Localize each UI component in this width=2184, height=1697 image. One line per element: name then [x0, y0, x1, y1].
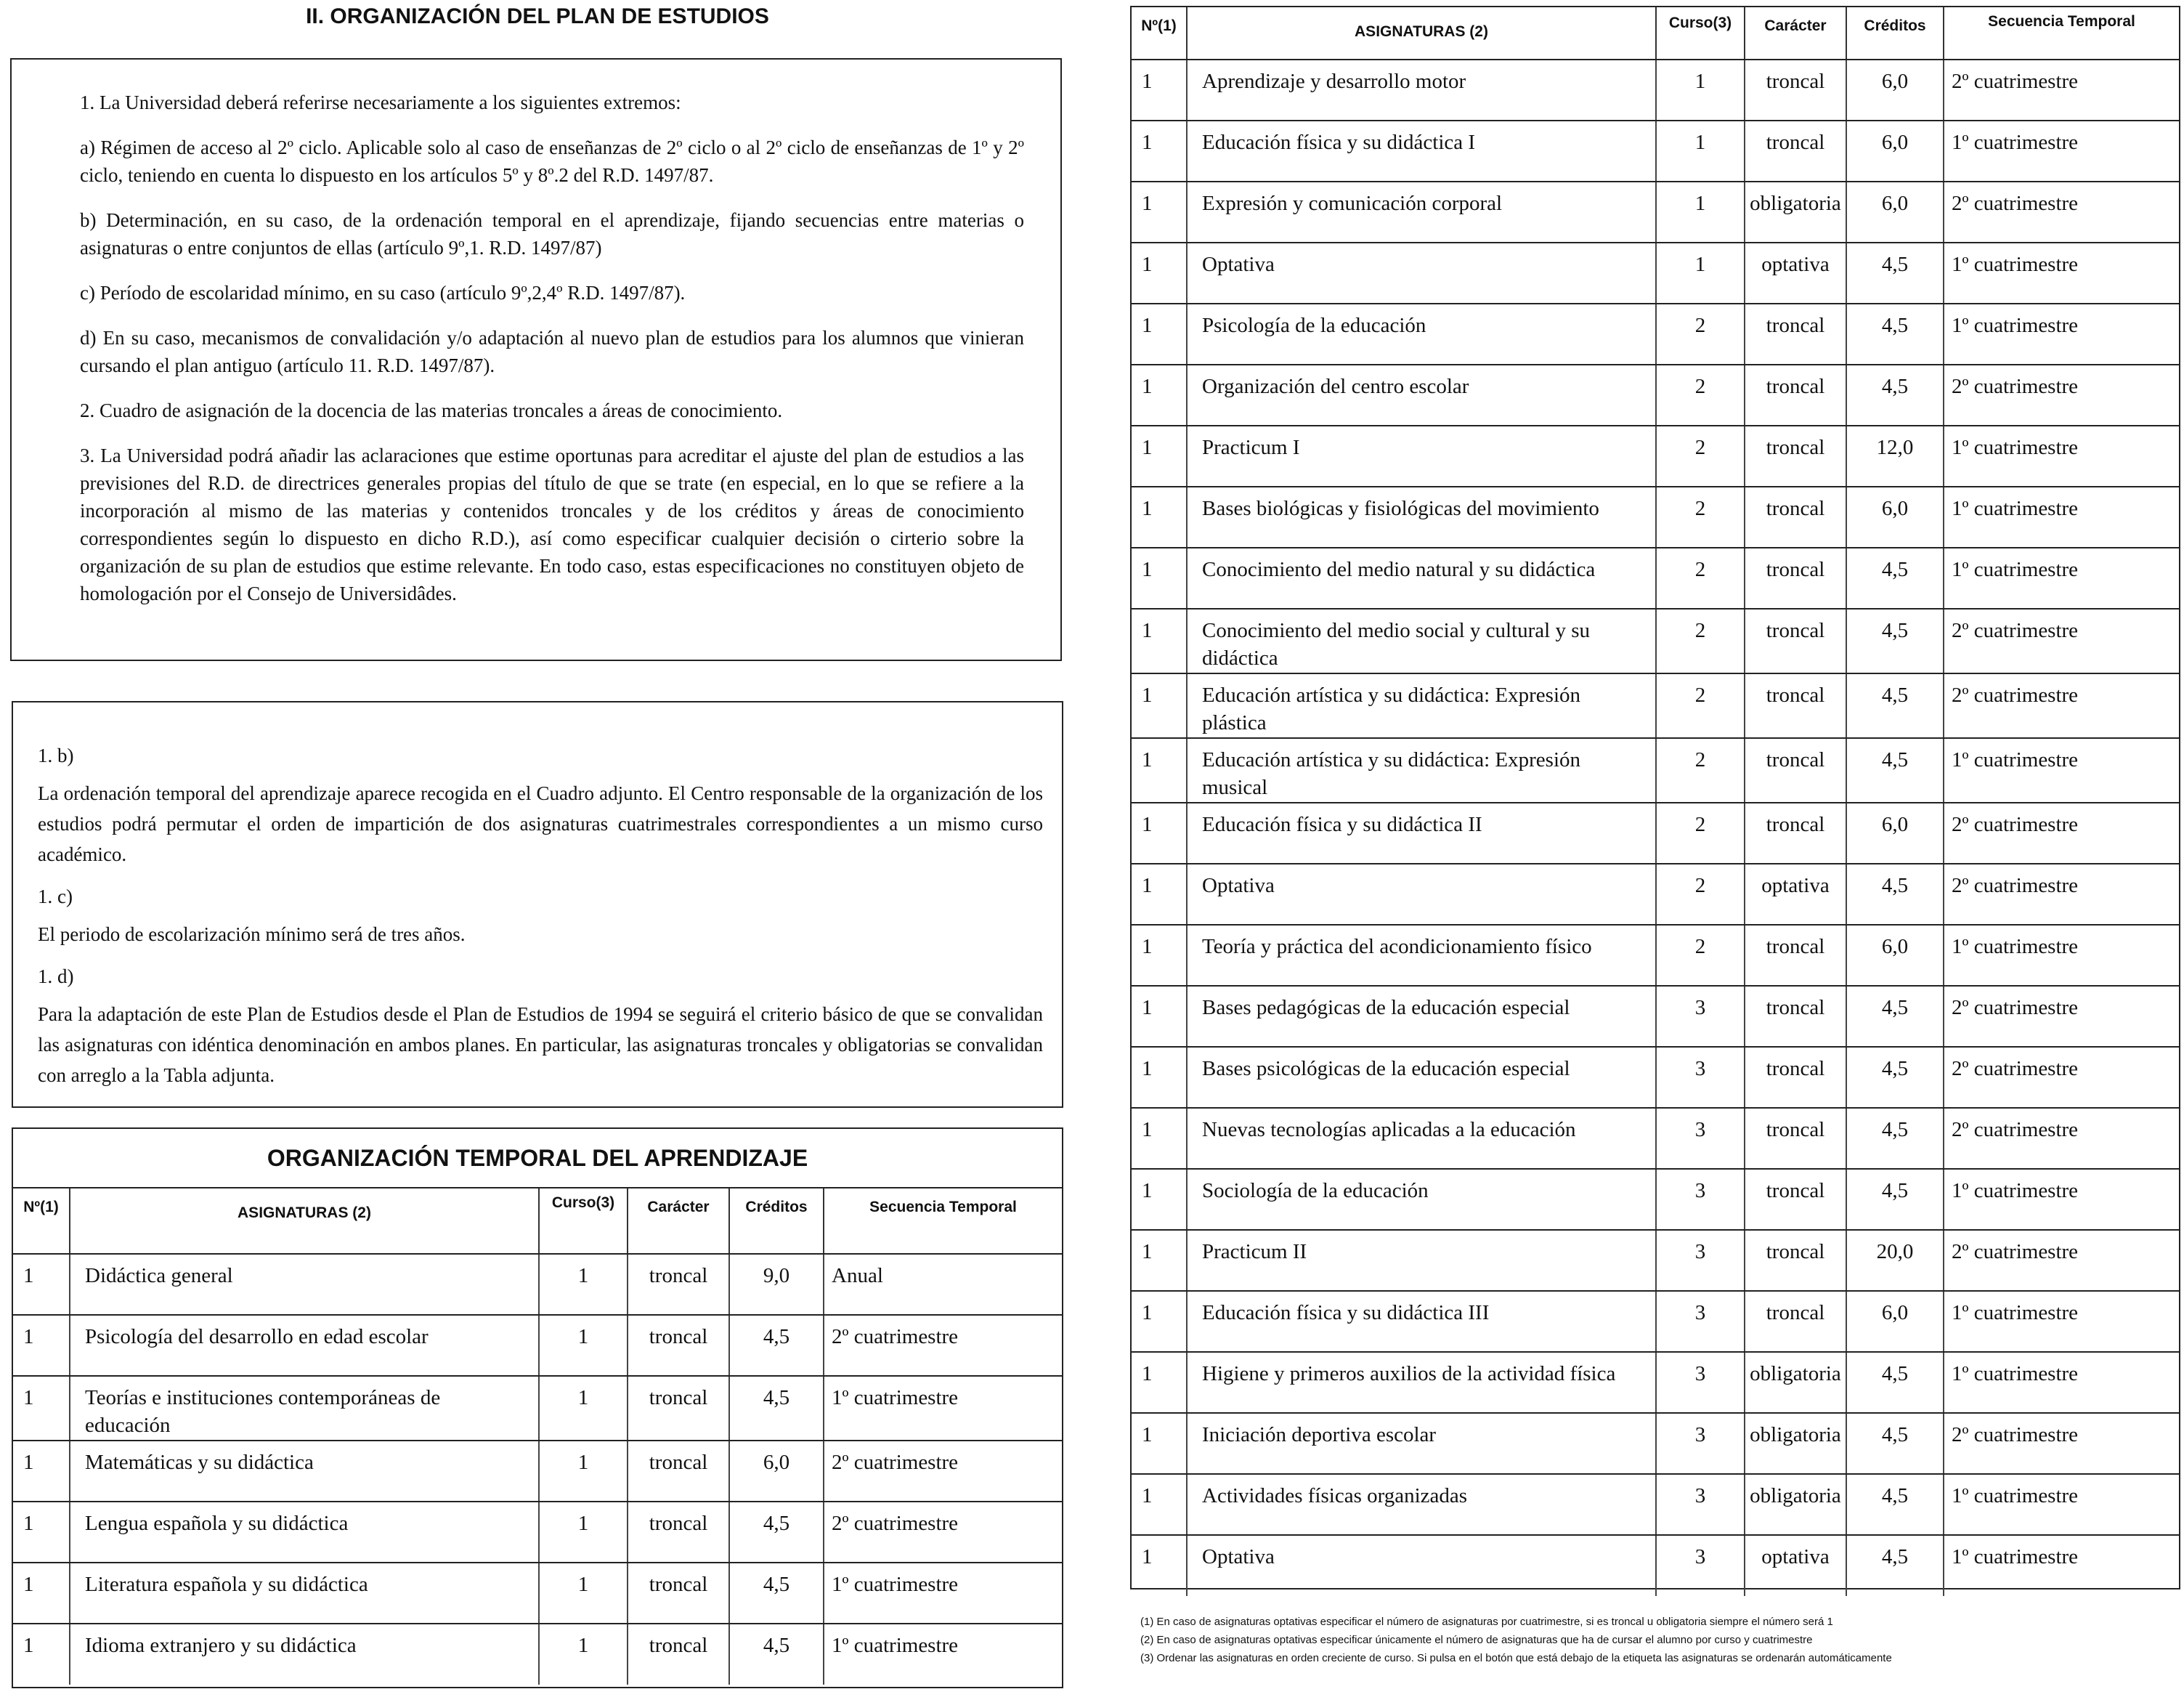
sequence-cell: 2º cuatrimestre	[1944, 365, 2179, 426]
table-row	[13, 1502, 1062, 1563]
course-cell: 1	[1656, 243, 1745, 304]
course-cell: 1	[539, 1441, 628, 1502]
credits-cell: 12,0	[1846, 426, 1944, 487]
subject-cell: Aprendizaje y desarrollo motor	[1187, 60, 1656, 121]
credits-cell: 4,5	[1846, 609, 1944, 673]
sequence-cell: 2º cuatrimestre	[824, 1441, 1062, 1502]
sequence-cell: 2º cuatrimestre	[1944, 1230, 2179, 1291]
col-subject: ASIGNATURAS (2)	[70, 1188, 539, 1254]
credits-cell: 4,5	[1846, 986, 1944, 1047]
footnote-2: (2) En caso de asignaturas optativas especificar únicamente el número de asignaturas que ha de cursar el alumno por curso y cuatrimestre	[1140, 1634, 1813, 1646]
course-cell: 1	[1656, 60, 1745, 121]
table-row	[13, 1624, 1062, 1685]
credits-cell: 4,5	[1846, 864, 1944, 925]
sequence-cell: 2º cuatrimestre	[1944, 60, 2179, 121]
table-row	[13, 1315, 1062, 1376]
table-row	[1132, 1291, 2179, 1352]
character-cell: troncal	[1745, 548, 1846, 609]
credits-cell: 6,0	[1846, 803, 1944, 864]
table-row	[1132, 365, 2179, 426]
sequence-cell: 1º cuatrimestre	[1952, 1545, 2079, 1568]
sequence-cell: 2º cuatrimestre	[1944, 1413, 2179, 1474]
table-row	[13, 1254, 1062, 1315]
instruction-3: 3. La Universidad podrá añadir las aclaraciones que estime oportunas para acreditar el ajuste del plan de estudios a las previsiones del R.D. de directrices generales propias del título de que se trate (en especial, en lo que se refiere a la incorporación al mismo de las materias y contenidos troncales y de los créditos y áreas de conocimiento correspondientes según lo dispuesto en dicho R.D.), así como especificar cualquier decisión o cirterio sobre la organización de su plan de estudios que estime relevante. En todo caso, estas especificaciones no constituyen objeto de homologación por el Consejo de Universidâdes.	[80, 445, 1024, 604]
character-cell: obligatoria	[1745, 1413, 1846, 1474]
sequence-cell: 1º cuatrimestre	[824, 1376, 1062, 1441]
credits-cell: 4,5	[1846, 365, 1944, 426]
character-cell: optativa	[1745, 864, 1846, 925]
table-row	[13, 1376, 1062, 1441]
subject-cell: Psicología del desarrollo en edad escolar	[70, 1315, 539, 1376]
subject-cell: Iniciación deportiva escolar	[1187, 1413, 1656, 1474]
character-cell: troncal	[1745, 738, 1846, 803]
sequence-cell: 1º cuatrimestre	[1944, 1352, 2179, 1413]
credits-cell: 6,0	[729, 1441, 824, 1502]
sequence-cell: 2º cuatrimestre	[824, 1315, 1062, 1376]
table-row	[1132, 487, 2179, 548]
table-row	[1132, 1535, 2179, 1596]
course-cell: 3	[1656, 1230, 1745, 1291]
subject-cell: Matemáticas y su didáctica	[70, 1441, 539, 1502]
credits-cell: 4,5	[1846, 673, 1944, 738]
course-cell: 2	[1656, 864, 1745, 925]
course-cell: 2	[1656, 487, 1745, 548]
table-row	[1132, 673, 2179, 738]
row-number: 1	[1132, 986, 1187, 1047]
answer-d-label: 1. d)	[38, 965, 74, 987]
row-number: 1	[1132, 182, 1187, 243]
course-cell: 1	[539, 1376, 628, 1441]
sequence-cell: 2º cuatrimestre	[1944, 803, 2179, 864]
sequence-cell: 1º cuatrimestre	[1944, 121, 2179, 182]
row-number: 1	[1132, 1169, 1187, 1230]
table-row	[1132, 1352, 2179, 1413]
row-number: 1	[1132, 365, 1187, 426]
sequence-cell: 2º cuatrimestre	[1944, 609, 2179, 673]
course-cell: 2	[1656, 803, 1745, 864]
sequence-cell: 2º cuatrimestre	[1944, 864, 2179, 925]
credits-cell: 20,0	[1846, 1230, 1944, 1291]
row-number: 1	[13, 1441, 70, 1502]
credits-cell: 4,5	[729, 1563, 824, 1624]
row-number: 1	[13, 1563, 70, 1624]
answer-c-label: 1. c)	[38, 886, 73, 907]
table-row	[1132, 1413, 2179, 1474]
sequence-cell: 1º cuatrimestre	[1944, 1291, 2179, 1352]
table-row	[1132, 426, 2179, 487]
credits-cell: 4,5	[1846, 243, 1944, 304]
credits-cell: 4,5	[1846, 1474, 1944, 1535]
character-cell: obligatoria	[1745, 182, 1846, 243]
character-cell: troncal	[1745, 304, 1846, 365]
table-row	[1132, 60, 2179, 121]
sequence-cell: 1º cuatrimestre	[1944, 738, 2179, 803]
answer-b-text: La ordenación temporal del aprendizaje aparece recogida en el Cuadro adjunto. El Centro responsable de la organización de los estudios podrá permutar el orden de impartición de dos asignaturas cuatrimestrales correspondientes a un mismo curso académico.	[38, 782, 1043, 865]
instruction-2: 2. Cuadro de asignación de la docencia de las materias troncales a áreas de conocimiento.	[80, 400, 783, 421]
answers-box	[12, 701, 1063, 1108]
credits-cell: 4,5	[1846, 1108, 1944, 1169]
character-cell: troncal	[628, 1376, 729, 1441]
left-plan-table	[12, 1127, 1063, 1688]
col-credits: Créditos	[729, 1188, 824, 1254]
subject-cell: Organización del centro escolar	[1187, 365, 1656, 426]
course-cell: 2	[1656, 304, 1745, 365]
course-cell: 3	[1656, 1535, 1745, 1596]
col-subject: ASIGNATURAS (2)	[1187, 7, 1656, 60]
character-cell: troncal	[1745, 673, 1846, 738]
col-character: Carácter	[628, 1188, 729, 1254]
row-number: 1	[13, 1624, 70, 1685]
credits-cell: 6,0	[1846, 121, 1944, 182]
row-number: 1	[1132, 803, 1187, 864]
sequence-cell: Anual	[824, 1254, 1062, 1315]
character-cell: troncal	[628, 1624, 729, 1685]
character-cell: troncal	[1745, 426, 1846, 487]
sequence-cell: 2º cuatrimestre	[1944, 986, 2179, 1047]
answer-c-text: El periodo de escolarización mínimo será de tres años.	[38, 923, 466, 945]
plan-table-right	[1132, 7, 2179, 1596]
course-cell: 3	[1656, 1352, 1745, 1413]
instruction-b: b) Determinación, en su caso, de la ordenación temporal en el aprendizaje, fijando secuencias entre materias o asignaturas o entre conjuntos de ellas (artículo 9º,1. R.D. 1497/87)	[80, 209, 1024, 259]
course-cell: 3	[1656, 1474, 1745, 1535]
row-number: 1	[1132, 426, 1187, 487]
course-cell: 1	[539, 1563, 628, 1624]
character-cell: troncal	[628, 1563, 729, 1624]
course-cell: 1	[539, 1502, 628, 1563]
course-cell: 3	[1656, 1413, 1745, 1474]
instruction-1: 1. La Universidad deberá referirse necesariamente a los siguientes extremos:	[80, 92, 681, 113]
course-cell: 1	[539, 1315, 628, 1376]
table-row	[1132, 986, 2179, 1047]
subject-cell: Educación artística y su didáctica: Expresión plástica	[1187, 673, 1656, 738]
character-cell: troncal	[1745, 1108, 1846, 1169]
col-course: Curso(3)	[1656, 7, 1745, 60]
credits-cell: 6,0	[1846, 1291, 1944, 1352]
table-row	[1132, 1474, 2179, 1535]
row-number: 1	[1132, 1474, 1187, 1535]
table-row	[1132, 1047, 2179, 1108]
subject-cell: Higiene y primeros auxilios de la actividad física	[1187, 1352, 1656, 1413]
col-no: Nº(1)	[13, 1188, 70, 1254]
course-cell: 2	[1656, 548, 1745, 609]
subject-cell: Actividades físicas organizadas	[1187, 1474, 1656, 1535]
table-row	[13, 1441, 1062, 1502]
table-row	[1132, 548, 2179, 609]
subject-cell: Conocimiento del medio natural y su didáctica	[1187, 548, 1656, 609]
row-number: 1	[1132, 1108, 1187, 1169]
sequence-cell: 1º cuatrimestre	[1944, 426, 2179, 487]
sequence-cell: 1º cuatrimestre	[1944, 925, 2179, 986]
course-cell: 1	[539, 1254, 628, 1315]
row-number: 1	[1132, 548, 1187, 609]
sequence-cell: 2º cuatrimestre	[1944, 1047, 2179, 1108]
col-character: Carácter	[1745, 7, 1846, 60]
table-row	[1132, 121, 2179, 182]
row-number: 1	[13, 1315, 70, 1376]
credits-cell: 6,0	[1846, 487, 1944, 548]
table-row	[1132, 1230, 2179, 1291]
credits-cell: 4,5	[1846, 1169, 1944, 1230]
character-cell: troncal	[1745, 986, 1846, 1047]
character-cell: troncal	[1745, 1169, 1846, 1230]
row-number: 1	[1132, 1230, 1187, 1291]
character-cell: obligatoria	[1745, 1474, 1846, 1535]
course-cell: 3	[1656, 1108, 1745, 1169]
row-number: 1	[1132, 864, 1187, 925]
credits-cell: 6,0	[1846, 60, 1944, 121]
sequence-cell: 1º cuatrimestre	[1944, 304, 2179, 365]
subject-cell: Practicum II	[1187, 1230, 1656, 1291]
subject-cell: Educación artística y su didáctica: Expresión musical	[1187, 738, 1656, 803]
section-heading: II. ORGANIZACIÓN DEL PLAN DE ESTUDIOS	[306, 4, 769, 28]
course-cell: 2	[1656, 673, 1745, 738]
table-row	[1132, 738, 2179, 803]
credits-cell: 9,0	[729, 1254, 824, 1315]
instruction-a: a) Régimen de acceso al 2º ciclo. Aplicable solo al caso de enseñanzas de 2º ciclo o al 2º ciclo de enseñanzas de 1º y 2º ciclo, teniendo en cuenta lo dispuesto en los artículos 5º y 8º.2 del R.D. 1497/87.	[80, 137, 1024, 186]
instructions-box	[10, 58, 1062, 661]
subject-cell: Optativa	[1187, 864, 1656, 925]
credits-cell: 4,5	[1846, 1413, 1944, 1474]
table-row	[1132, 1169, 2179, 1230]
instruction-d: d) En su caso, mecanismos de convalidación y/o adaptación al nuevo plan de estudios para los alumnos que vinieran cursando el plan antiguo (artículo 11. R.D. 1497/87).	[80, 327, 1024, 376]
table-row	[1132, 864, 2179, 925]
row-number: 1	[1132, 1352, 1187, 1413]
footnote-3: (3) Ordenar las asignaturas en orden creciente de curso. Si pulsa en el botón que está debajo de la etiqueta las asignaturas se ordenarán automáticamente	[1140, 1652, 1892, 1664]
character-cell: troncal	[1745, 487, 1846, 548]
col-no: Nº(1)	[1132, 7, 1187, 60]
character-cell: troncal	[1745, 609, 1846, 673]
row-number: 1	[1132, 1535, 1187, 1596]
course-cell: 2	[1656, 609, 1745, 673]
row-number: 1	[1132, 1291, 1187, 1352]
right-plan-table	[1130, 6, 2180, 1589]
subject-cell: Optativa	[1187, 1535, 1656, 1596]
footnotes	[1140, 1613, 2172, 1667]
character-cell: troncal	[1745, 60, 1846, 121]
course-cell: 2	[1656, 925, 1745, 986]
row-number: 1	[13, 1502, 70, 1563]
row-number: 1	[1132, 487, 1187, 548]
sequence-cell: 1º cuatrimestre	[824, 1563, 1062, 1624]
table-title: ORGANIZACIÓN TEMPORAL DEL APRENDIZAJE	[13, 1129, 1062, 1188]
course-cell: 1	[1656, 182, 1745, 243]
subject-cell: Psicología de la educación	[1187, 304, 1656, 365]
subject-cell: Optativa	[1187, 243, 1656, 304]
character-cell: troncal	[628, 1441, 729, 1502]
character-cell: troncal	[628, 1502, 729, 1563]
credits-cell: 4,5	[729, 1376, 824, 1441]
row-number: 1	[1132, 673, 1187, 738]
subject-cell: Teorías e instituciones contemporáneas de educación	[70, 1376, 539, 1441]
course-cell: 3	[1656, 1169, 1745, 1230]
subject-cell: Educación física y su didáctica III	[1187, 1291, 1656, 1352]
character-cell: troncal	[628, 1254, 729, 1315]
credits-cell: 4,5	[1846, 738, 1944, 803]
subject-cell: Practicum I	[1187, 426, 1656, 487]
col-sequence: Secuencia Temporal	[1944, 7, 2179, 60]
subject-cell: Bases biológicas y fisiológicas del movimiento	[1187, 487, 1656, 548]
table-row	[1132, 182, 2179, 243]
credits-cell: 4,5	[1846, 1047, 1944, 1108]
character-cell: troncal	[1745, 121, 1846, 182]
subject-cell: Teoría y práctica del acondicionamiento físico	[1187, 925, 1656, 986]
course-cell: 1	[539, 1624, 628, 1685]
table-row	[1132, 609, 2179, 673]
sequence-cell: 2º cuatrimestre	[1944, 673, 2179, 738]
row-number: 1	[1132, 1413, 1187, 1474]
subject-cell: Educación física y su didáctica I	[1187, 121, 1656, 182]
course-cell: 3	[1656, 1291, 1745, 1352]
row-number: 1	[1132, 243, 1187, 304]
table-row	[1132, 1108, 2179, 1169]
subject-cell: Lengua española y su didáctica	[70, 1502, 539, 1563]
course-cell: 2	[1656, 365, 1745, 426]
footnote-1: (1) En caso de asignaturas optativas especificar el número de asignaturas por cuatrimestre, si es troncal u obligatoria siempre el número será 1	[1140, 1616, 1833, 1628]
course-cell: 3	[1656, 1047, 1745, 1108]
sequence-cell: 1º cuatrimestre	[1944, 548, 2179, 609]
instruction-c: c) Período de escolaridad mínimo, en su caso (artículo 9º,2,4º R.D. 1497/87).	[80, 282, 686, 304]
answer-b-label: 1. b)	[38, 745, 74, 766]
row-number: 1	[13, 1376, 70, 1441]
character-cell: troncal	[1745, 925, 1846, 986]
sequence-cell: 1º cuatrimestre	[832, 1634, 959, 1657]
character-cell: optativa	[1745, 243, 1846, 304]
subject-cell: Sociología de la educación	[1187, 1169, 1656, 1230]
subject-cell: Bases psicológicas de la educación especial	[1187, 1047, 1656, 1108]
character-cell: troncal	[1745, 803, 1846, 864]
plan-table-left	[13, 1188, 1062, 1685]
sequence-cell: 2º cuatrimestre	[824, 1502, 1062, 1563]
credits-cell: 4,5	[1846, 304, 1944, 365]
character-cell: troncal	[628, 1315, 729, 1376]
table-row	[1132, 243, 2179, 304]
character-cell: obligatoria	[1745, 1352, 1846, 1413]
character-cell: troncal	[1745, 1047, 1846, 1108]
table-row	[13, 1563, 1062, 1624]
credits-cell: 4,5	[1846, 1352, 1944, 1413]
col-credits: Créditos	[1846, 7, 1944, 60]
character-cell: optativa	[1745, 1535, 1846, 1596]
table-row	[1132, 803, 2179, 864]
table-row	[1132, 304, 2179, 365]
answer-d-text: Para la adaptación de este Plan de Estudios desde el Plan de Estudios de 1994 se seguirá el criterio básico de que se convalidan las asignaturas con idéntica denominación en ambos planes. En particular, las asignaturas troncales y obligatorias se convalidan con arreglo a la Tabla adjunta.	[38, 1003, 1043, 1086]
col-course: Curso(3)	[539, 1188, 628, 1254]
sequence-cell: 2º cuatrimestre	[1944, 1108, 2179, 1169]
row-number: 1	[1132, 60, 1187, 121]
credits-cell: 4,5	[729, 1502, 824, 1563]
character-cell: troncal	[1745, 1291, 1846, 1352]
credits-cell: 4,5	[729, 1624, 824, 1685]
subject-cell: Didáctica general	[70, 1254, 539, 1315]
course-cell: 3	[1656, 986, 1745, 1047]
character-cell: troncal	[1745, 1230, 1846, 1291]
sequence-cell: 2º cuatrimestre	[1944, 182, 2179, 243]
credits-cell: 4,5	[1846, 1535, 1944, 1596]
row-number: 1	[1132, 925, 1187, 986]
subject-cell: Expresión y comunicación corporal	[1187, 182, 1656, 243]
course-cell: 2	[1656, 426, 1745, 487]
sequence-cell: 1º cuatrimestre	[1944, 487, 2179, 548]
row-number: 1	[1132, 121, 1187, 182]
course-cell: 1	[1656, 121, 1745, 182]
credits-cell: 6,0	[1846, 925, 1944, 986]
subject-cell: Educación física y su didáctica II	[1187, 803, 1656, 864]
col-sequence: Secuencia Temporal	[824, 1188, 1062, 1254]
subject-cell: Literatura española y su didáctica	[70, 1563, 539, 1624]
subject-cell: Bases pedagógicas de la educación especial	[1187, 986, 1656, 1047]
credits-cell: 4,5	[729, 1315, 824, 1376]
sequence-cell: 1º cuatrimestre	[1944, 1474, 2179, 1535]
row-number: 1	[1132, 304, 1187, 365]
row-number: 1	[13, 1254, 70, 1315]
credits-cell: 6,0	[1846, 182, 1944, 243]
row-number: 1	[1132, 609, 1187, 673]
subject-cell: Conocimiento del medio social y cultural y su didáctica	[1187, 609, 1656, 673]
character-cell: troncal	[1745, 365, 1846, 426]
sequence-cell: 1º cuatrimestre	[1944, 1169, 2179, 1230]
credits-cell: 4,5	[1846, 548, 1944, 609]
subject-cell: Idioma extranjero y su didáctica	[70, 1624, 539, 1685]
subject-cell: Nuevas tecnologías aplicadas a la educación	[1187, 1108, 1656, 1169]
course-cell: 2	[1656, 738, 1745, 803]
sequence-cell: 1º cuatrimestre	[1944, 243, 2179, 304]
table-row	[1132, 925, 2179, 986]
row-number: 1	[1132, 738, 1187, 803]
row-number: 1	[1132, 1047, 1187, 1108]
